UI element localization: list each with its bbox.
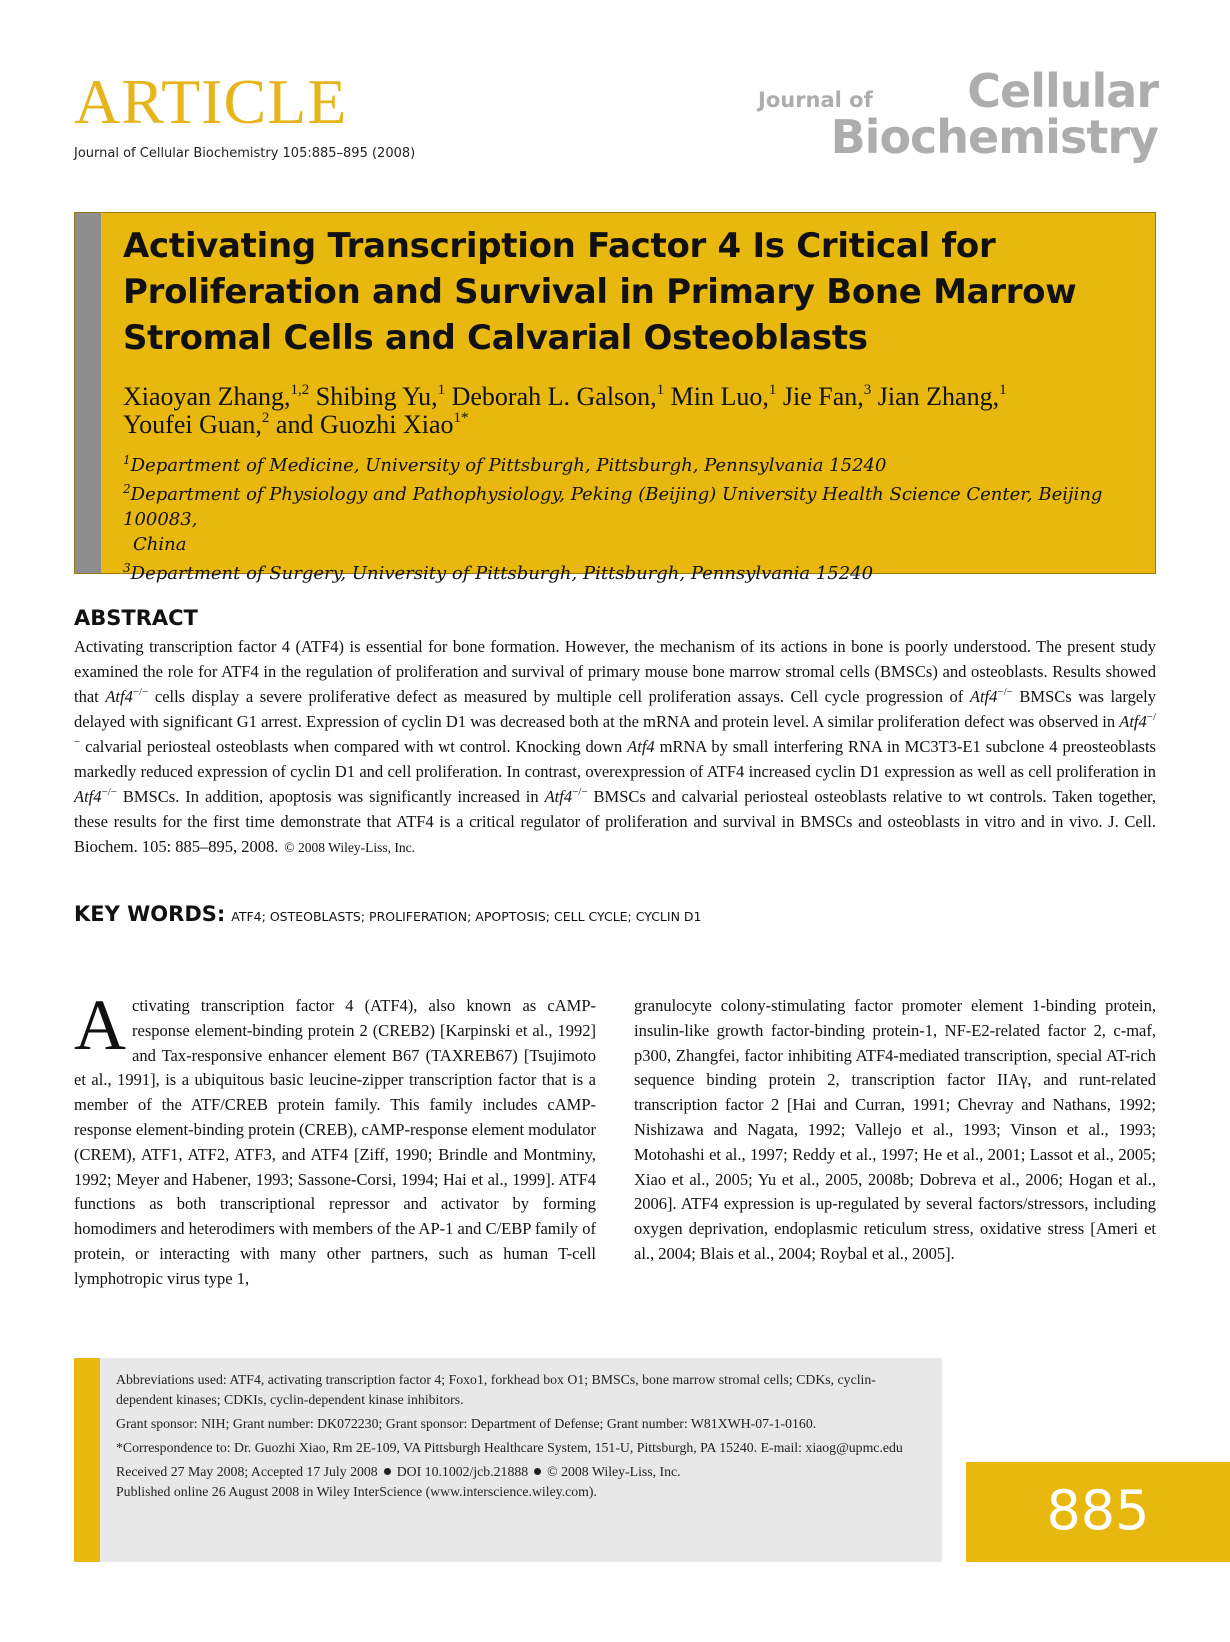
author: Shibing Yu,$^1$: [315, 382, 446, 411]
footnote-published: Published online 26 August 2008 in Wiley InterScience (www.interscience.wiley.com).: [116, 1484, 597, 1499]
author: Youfei Guan,$^2$: [123, 410, 270, 439]
keywords: [74, 902, 701, 926]
abstract-body: Activating transcription factor 4 (ATF4) is essential for bone formation. However, the mechanism of its actions in bone is poorly understood. The present study examined the role for ATF4 in the regulation of proliferation and survival of primary mouse bone marrow stromal cells (BMSCs) and osteoblasts. Results showed that Atf4−/− cells display a severe proliferative defect as measured by multiple cell proliferation assays. Cell cycle progression of Atf4−/− BMSCs was largely delayed with significant G1 arrest. Expression of cyclin D1 was decreased both at the mRNA and protein level. A similar proliferation defect was observed in Atf4−/− calvarial periosteal osteoblasts when compared with wt control. Knocking down Atf4 mRNA by small interfering RNA in MC3T3-E1 subclone 4 preosteoblasts markedly reduced expression of cyclin D1 and cell proliferation. In contrast, overexpression of ATF4 increased cyclin D1 expression as well as cell proliferation in Atf4−/− BMSCs. In addition, apoptosis was significantly increased in Atf4−/− BMSCs and calvarial periosteal osteoblasts relative to wt controls. Taken together, these results for the first time demonstrate that ATF4 is a critical regulator of proliferation and survival in BMSCs and osteoblasts in vitro and in vivo. J. Cell. Biochem. 105: 885–895, 2008. © 2008 Wiley-Liss, Inc.: [74, 637, 1157, 856]
author: Xiaoyan Zhang,$^{1,2}$: [123, 382, 310, 411]
page-number-box: [966, 1462, 1230, 1562]
author: Deborah L. Galson,$^1$: [451, 382, 665, 411]
keywords-label: KEY WORDS:: [74, 902, 226, 926]
footnote-box: [74, 1358, 942, 1562]
title-line-1: Activating Transcription Factor 4 Is Critical for: [123, 226, 996, 266]
body-column-left: [74, 985, 596, 1292]
title-box: [74, 212, 1156, 584]
bullet-icon: [534, 1468, 541, 1475]
footnote-grants: Grant sponsor: NIH; Grant number: DK072230; Grant sponsor: Department of Defense; Grant number: W81XWH-07-1-0160.: [116, 1416, 817, 1431]
article-label: ARTICLE: [74, 66, 348, 137]
affiliation-1: $^1$Department of Medicine, University of Pittsburgh, Pittsburgh, Pennsylvania 15240: [123, 453, 887, 476]
footnote-dates: Received 27 May 2008; Accepted 17 July 2008 DOI 10.1002/jcb.21888 © 2008 Wiley-Liss, Inc.: [116, 1464, 681, 1479]
author-list: [123, 383, 1129, 439]
journal-masthead: [758, 66, 1158, 176]
body-text-right: granulocyte colony-stimulating factor promoter element 1-binding protein, insulin-like growth factor-binding protein-1, NF-E2-related factor 2, c-maf, p300, Zhangfei, factor inhibiting ATF4-mediated transcription, special AT-rich sequence binding protein 2, transcription factor IIAγ, and runt-related transcription factor 2 [Hai and Curran, 1991; Chevray and Nathans, 1992; Nishizawa and Nagata, 1992; Vallejo et al., 1993; Vinson et al., 1993; Motohashi et al., 1997; Reddy et al., 1997; He et al., 2001; Lassot et al., 2005; Xiao et al., 2005; Yu et al., 2005, 2008b; Dobreva et al., 2006; Hogan et al., 2006]. ATF4 expression is up-regulated by several factors/stressors, including oxygen deprivation, endoplasmic reticulum stress, oxidative stress [Ameri et al., 2004; Blais et al., 2004; Roybal et al., 2005].: [634, 996, 1156, 1263]
footnote-content: [116, 1370, 920, 1506]
title-line-2: Proliferation and Survival in Primary Bone Marrow: [123, 272, 1077, 312]
title-box-content: [123, 223, 1129, 586]
body-text-left: ctivating transcription factor 4 (ATF4), also known as cAMP-response element-binding protein 2 (CREB2) [Karpinski et al., 1992] and Tax-responsive enhancer element B67 (TAXREB67) [Tsujimoto et al., 1991], is a ubiquitous basic leucine-zipper transcription factor that is a member of the ATF/CREB protein family. This family includes cAMP-response element-binding protein (CREB), cAMP-response element modulator (CREM), ATF1, ATF2, ATF3, and ATF4 [Ziff, 1990; Brindle and Montminy, 1992; Meyer and Habener, 1993; Sassone-Corsi, 1994; Hai et al., 1999]. ATF4 functions as both transcriptional repressor and activator by forming homodimers and heterodimers with members of the AP-1 and C/EBP family of protein, or interacting with many other partners, such as human T-cell lymphotropic virus type 1,: [74, 996, 596, 1288]
drop-cap: A: [74, 985, 126, 1065]
abstract-heading: ABSTRACT: [74, 606, 198, 630]
masthead-biochemistry: Biochemistry: [830, 110, 1158, 164]
bullet-icon: [384, 1468, 391, 1475]
title-box-side-bar: [75, 213, 101, 573]
footnote-side-bar: [74, 1358, 100, 1562]
footnote-correspondence: *Correspondence to: Dr. Guozhi Xiao, Rm 2E-109, VA Pittsburgh Healthcare System, 151-U, Pittsburgh, PA 15240. E-mail: xiaog@upmc.edu: [116, 1440, 903, 1455]
affiliation-2: $^2$Department of Physiology and Pathophysiology, Peking (Beijing) University Health Science Center, Beijing 100083, China: [123, 482, 1103, 555]
author: and Guozhi Xiao$^{1*}$: [275, 410, 469, 439]
masthead-journal-of: Journal of: [758, 88, 873, 112]
affiliation-3: $^3$Department of Surgery, University of Pittsburgh, Pittsburgh, Pennsylvania 15240: [123, 561, 874, 584]
author: Jian Zhang,$^1$: [877, 382, 1007, 411]
page-number: 885: [1046, 1479, 1150, 1542]
body-column-right: [634, 994, 1156, 1267]
keywords-list: ATF4; OSTEOBLASTS; PROLIFERATION; APOPTOSIS; CELL CYCLE; CYCLIN D1: [231, 909, 702, 924]
paper-title: [123, 223, 1129, 361]
title-line-3: Stromal Cells and Calvarial Osteoblasts: [123, 318, 868, 358]
copyright-icon: ©: [547, 1464, 562, 1479]
masthead-cellular: Cellular: [967, 64, 1158, 118]
author: Min Luo,$^1$: [670, 382, 777, 411]
copyright: © 2008 Wiley-Liss, Inc.: [284, 840, 415, 855]
footnote-abbreviations: Abbreviations used: ATF4, activating transcription factor 4; Foxo1, forkhead box O1; BMSCs, bone marrow stromal cells; CDKs, cyclin-dependent kinases; CDKIs, cyclin-dependent kinase inhibitors.: [116, 1372, 876, 1407]
journal-citation: Journal of Cellular Biochemistry 105:885–895 (2008): [74, 146, 416, 161]
author: Jie Fan,$^3$: [782, 382, 872, 411]
